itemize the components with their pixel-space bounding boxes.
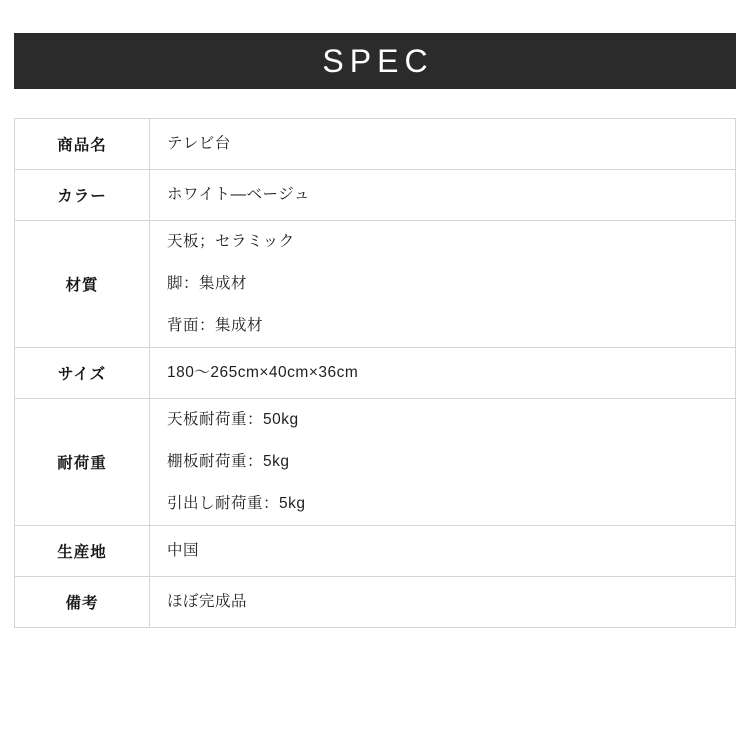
- spec-value-origin: [150, 526, 736, 577]
- spec-label-origin: 生産地: [15, 526, 150, 577]
- page-title: SPEC: [322, 42, 434, 79]
- spec-value-size: [150, 348, 736, 399]
- value-lines: [167, 170, 735, 220]
- value-lines: [167, 399, 735, 525]
- value-lines: [167, 526, 735, 576]
- table-row: [15, 348, 736, 399]
- table-row: [15, 577, 736, 628]
- spec-label-product-name: 商品名: [15, 119, 150, 170]
- table-row: [15, 399, 736, 526]
- spec-value-remarks: [150, 577, 736, 628]
- value-line: ほぼ完成品: [167, 593, 248, 611]
- table-row: [15, 170, 736, 221]
- spec-label-load-capacity: 耐荷重: [15, 399, 150, 526]
- spec-value-color: [150, 170, 736, 221]
- table-row: [15, 221, 736, 348]
- spec-value-material: [150, 221, 736, 348]
- table-row: [15, 526, 736, 577]
- value-lines: [167, 348, 735, 398]
- table-row: [15, 119, 736, 170]
- value-line: 180〜265cm×40cm×36cm: [167, 364, 359, 382]
- spec-table: [14, 118, 736, 628]
- spec-label-material: 材質: [15, 221, 150, 348]
- value-line: 天板；セラミック: [167, 233, 295, 251]
- spec-label-color: カラー: [15, 170, 150, 221]
- value-lines: [167, 119, 735, 169]
- spec-label-size: サイズ: [15, 348, 150, 399]
- value-line: テレビ台: [167, 135, 231, 153]
- value-lines: [167, 221, 735, 347]
- spec-value-product-name: [150, 119, 736, 170]
- value-lines: [167, 577, 735, 627]
- spec-label-remarks: 備考: [15, 577, 150, 628]
- spec-value-load-capacity: [150, 399, 736, 526]
- value-line: 引出し耐荷重：5kg: [167, 495, 306, 513]
- value-line: 中国: [167, 542, 200, 560]
- value-line: 背面：集成材: [167, 317, 264, 335]
- spec-header-banner: [14, 33, 736, 89]
- value-line: 脚：集成材: [167, 275, 248, 293]
- value-line: 天板耐荷重：50kg: [167, 411, 299, 429]
- value-line: ホワイト―ベージュ: [167, 186, 310, 204]
- value-line: 棚板耐荷重：5kg: [167, 453, 290, 471]
